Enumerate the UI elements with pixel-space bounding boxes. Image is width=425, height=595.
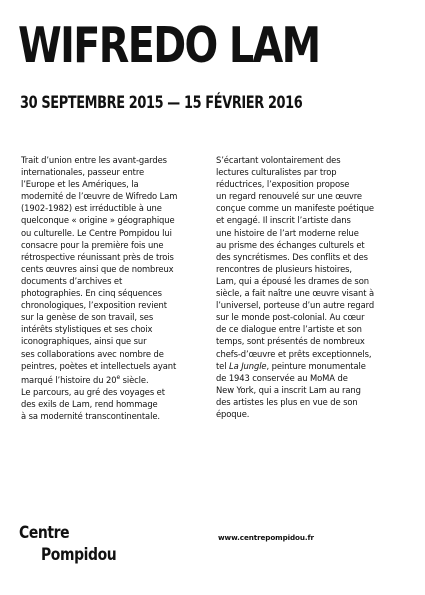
text-line: photographies. En cinq séquences [21,288,162,299]
text-line: des syncrétismes. Des conflits et des [216,251,368,262]
text-line: et engagé. Il inscrit l’artiste dans [216,215,351,226]
text-line: une histoire de l’art moderne relue [216,227,359,238]
logo-line-2: Pompidou [41,545,117,565]
text-line: internationales, passeur entre [21,167,145,178]
text-line: des artistes les plus en vue de son [216,396,358,407]
text-line: marqué l’histoire du 20e siècle. [21,373,149,385]
text-line: au prisme des échanges culturels et [216,239,365,250]
logo-line-1: Centre [19,523,70,543]
text-line: réductrices, l’exposition propose [216,179,350,190]
page-title: WIFREDO LAM [18,17,320,74]
text-line: un regard renouvelé sur une œuvre [216,191,362,202]
text-line: chefs-d’œuvre et prêts exceptionnels, [216,348,372,359]
text-line: ou culturelle. Le Centre Pompidou lui [21,227,172,238]
text-line: S’écartant volontairement des [216,155,341,165]
text-line: de 1943 conservée au MoMA de [216,372,348,383]
text-line: Trait d’union entre les avant-gardes [21,155,167,165]
text-line: iconographiques, ainsi que sur [21,336,147,347]
text-line: rétrospective réunissant près de trois [21,251,174,262]
text-line: lectures culturalistes par trop [216,167,337,178]
text-line: ses collaborations avec nombre de [21,348,164,359]
text-line: Le parcours, au gré des voyages et [21,386,165,397]
right-column-text [216,154,412,420]
text-line: Lam, qui a épousé les drames de son [216,275,369,286]
text-line: consacre pour la première fois une [21,239,164,250]
text-line: documents d’archives et [21,275,123,286]
left-column-text [21,154,217,422]
text-line: sur le monde post-colonial. Au cœur [216,312,365,323]
text-line: chronologiques, l’exposition revient [21,300,167,311]
text-line: des exils de Lam, rend hommage [21,398,158,409]
exhibition-dates: 30 SEPTEMBRE 2015 — 15 FÉVRIER 2016 [20,93,303,113]
text-line: peintres, poètes et intellectuels ayant [21,360,177,371]
text-line: l’universel, porteuse d’un autre regard [216,300,375,311]
text-line: époque. [216,408,250,419]
text-line: intérêts stylistiques et ses choix [21,324,153,335]
text-line: (1902-1982) est irréductible à une [21,203,162,214]
text-line: sur la genèse de son travail, ses [21,312,154,323]
artwork-title: La Jungle [229,360,267,371]
text-line: de ce dialogue entre l’artiste et son [216,324,362,335]
centre-pompidou-logo [19,522,133,566]
text-line: rencontres de plusieurs histoires, [216,263,352,274]
text-line: tel La Jungle, peinture monumentale [216,360,366,371]
text-line: quelconque « origine » géographique [21,215,175,226]
text-line: siècle, a fait naître une œuvre visant à [216,288,375,299]
text-line: cents œuvres ainsi que de nombreux [21,263,174,274]
website-link[interactable]: www.centrepompidou.fr [218,533,314,542]
text-line: l’Europe et les Amériques, la [21,179,139,190]
text-line: conçue comme un manifeste poétique [216,203,374,214]
text-line: modernité de l’œuvre de Wifredo Lam [21,191,178,202]
text-line: temps, sont présentés de nombreux [216,336,365,347]
text-line: New York, qui a inscrit Lam au rang [216,384,361,395]
text-line: à sa modernité transcontinentale. [21,410,160,421]
